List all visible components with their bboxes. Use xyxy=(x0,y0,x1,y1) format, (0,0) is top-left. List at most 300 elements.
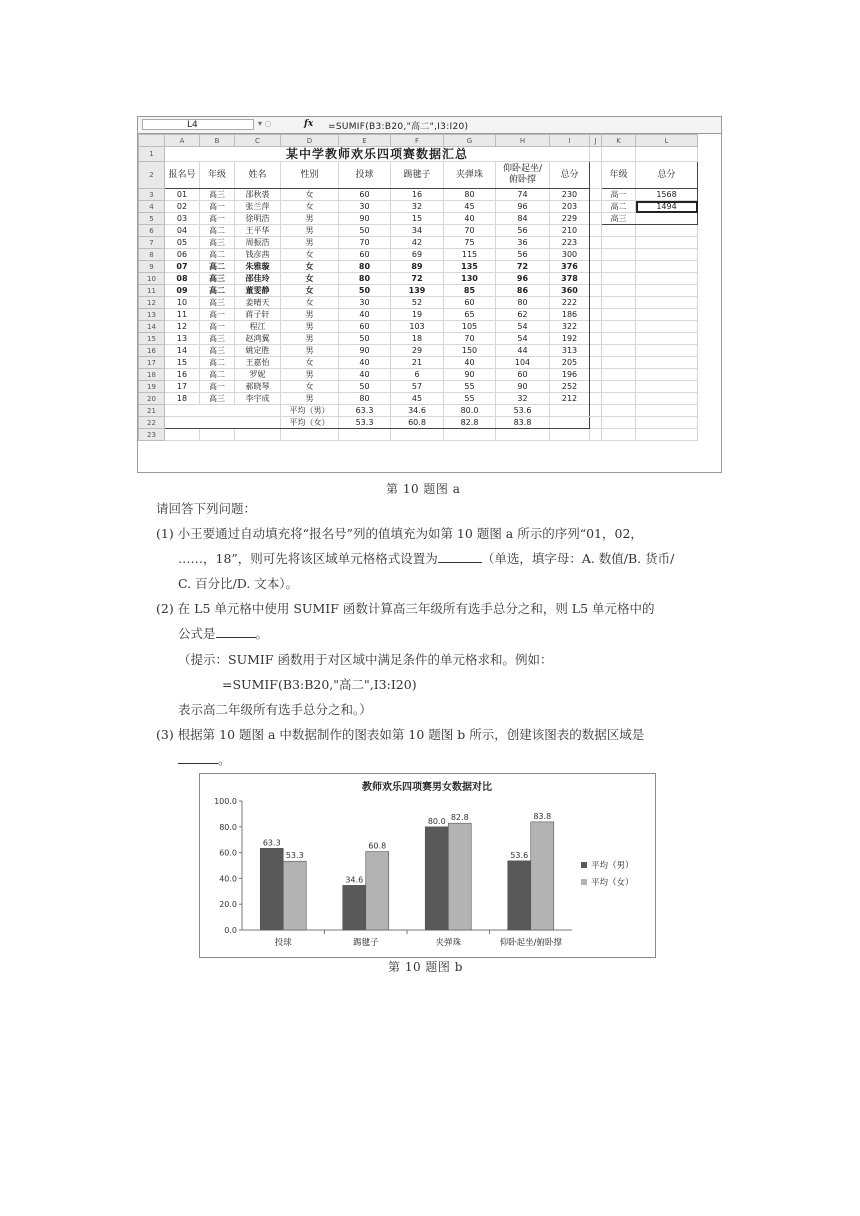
data-cell[interactable]: 09 xyxy=(165,285,200,297)
data-cell[interactable]: 07 xyxy=(165,261,200,273)
data-cell[interactable]: 女 xyxy=(281,357,339,369)
row-header[interactable]: 18 xyxy=(139,369,165,381)
data-cell[interactable]: 56 xyxy=(496,225,550,237)
data-cell[interactable]: 女 xyxy=(281,381,339,393)
data-cell[interactable]: 罗妮 xyxy=(235,369,281,381)
data-cell[interactable]: 210 xyxy=(550,225,590,237)
cell[interactable] xyxy=(550,405,590,417)
data-cell[interactable]: 男 xyxy=(281,237,339,249)
data-cell[interactable]: 19 xyxy=(391,309,444,321)
data-cell[interactable]: 55 xyxy=(444,393,496,405)
row-header[interactable]: 1 xyxy=(139,147,165,162)
data-cell[interactable]: 14 xyxy=(165,345,200,357)
data-cell[interactable]: 45 xyxy=(444,201,496,213)
data-cell[interactable]: 80 xyxy=(496,297,550,309)
data-cell[interactable]: 84 xyxy=(496,213,550,225)
cell[interactable] xyxy=(636,429,698,441)
fx-icon[interactable]: fx xyxy=(304,119,314,129)
data-cell[interactable]: 女 xyxy=(281,261,339,273)
cell[interactable] xyxy=(602,381,636,393)
data-cell[interactable]: 钱彦茜 xyxy=(235,249,281,261)
cell[interactable] xyxy=(590,261,602,273)
row-header[interactable]: 21 xyxy=(139,405,165,417)
data-cell[interactable]: 90 xyxy=(339,345,391,357)
column-header-l[interactable]: L xyxy=(636,135,698,147)
cell[interactable] xyxy=(235,429,281,441)
dropdown-arrow-icon[interactable]: ▾ ◌ xyxy=(258,119,272,128)
cell[interactable] xyxy=(602,249,636,261)
cell[interactable] xyxy=(590,309,602,321)
data-cell[interactable]: 高三 xyxy=(200,333,235,345)
data-cell[interactable]: 高二 xyxy=(200,225,235,237)
data-cell[interactable]: 高二 xyxy=(200,285,235,297)
data-cell[interactable]: 196 xyxy=(550,369,590,381)
data-cell[interactable]: 29 xyxy=(391,345,444,357)
cell[interactable] xyxy=(602,261,636,273)
cell[interactable] xyxy=(590,213,602,225)
average-value-cell[interactable]: 34.6 xyxy=(391,405,444,417)
data-cell[interactable]: 32 xyxy=(496,393,550,405)
data-cell[interactable]: 313 xyxy=(550,345,590,357)
average-value-cell[interactable]: 60.8 xyxy=(391,417,444,429)
data-cell[interactable]: 50 xyxy=(339,333,391,345)
cell[interactable] xyxy=(590,237,602,249)
row-header[interactable]: 15 xyxy=(139,333,165,345)
data-cell[interactable]: 蒋子轩 xyxy=(235,309,281,321)
data-cell[interactable]: 高一 xyxy=(200,201,235,213)
data-cell[interactable]: 52 xyxy=(391,297,444,309)
data-cell[interactable]: 女 xyxy=(281,285,339,297)
data-cell[interactable]: 姚定胜 xyxy=(235,345,281,357)
data-cell[interactable]: 72 xyxy=(391,273,444,285)
header-cell[interactable]: 总分 xyxy=(550,162,590,189)
data-cell[interactable]: 50 xyxy=(339,225,391,237)
cell[interactable] xyxy=(602,285,636,297)
data-cell[interactable]: 赵鸿翼 xyxy=(235,333,281,345)
cell[interactable] xyxy=(339,429,391,441)
average-value-cell[interactable]: 53.6 xyxy=(496,405,550,417)
cell[interactable] xyxy=(590,189,602,201)
cell[interactable] xyxy=(602,147,636,162)
row-header[interactable]: 2 xyxy=(139,162,165,189)
data-cell[interactable]: 高三 xyxy=(200,189,235,201)
data-cell[interactable]: 10 xyxy=(165,297,200,309)
cell[interactable] xyxy=(200,429,235,441)
data-cell[interactable]: 360 xyxy=(550,285,590,297)
data-cell[interactable]: 17 xyxy=(165,381,200,393)
data-cell[interactable]: 08 xyxy=(165,273,200,285)
data-cell[interactable]: 150 xyxy=(444,345,496,357)
data-cell[interactable]: 男 xyxy=(281,333,339,345)
selected-cell-l4[interactable]: 1494 xyxy=(636,201,698,213)
data-cell[interactable]: 邵秋裘 xyxy=(235,189,281,201)
row-header[interactable]: 20 xyxy=(139,393,165,405)
data-cell[interactable]: 男 xyxy=(281,345,339,357)
data-cell[interactable]: 高二 xyxy=(200,357,235,369)
side-grade-cell[interactable]: 高三 xyxy=(602,213,636,225)
cell[interactable] xyxy=(636,147,698,162)
cell[interactable] xyxy=(602,345,636,357)
data-cell[interactable]: 40 xyxy=(444,213,496,225)
row-header[interactable]: 8 xyxy=(139,249,165,261)
cell[interactable] xyxy=(444,429,496,441)
column-header-c[interactable]: C xyxy=(235,135,281,147)
column-header-j[interactable]: J xyxy=(590,135,602,147)
data-cell[interactable]: 34 xyxy=(391,225,444,237)
cell[interactable] xyxy=(602,273,636,285)
row-header[interactable]: 5 xyxy=(139,213,165,225)
data-cell[interactable]: 115 xyxy=(444,249,496,261)
cell[interactable] xyxy=(590,393,602,405)
cell[interactable] xyxy=(602,237,636,249)
data-cell[interactable]: 229 xyxy=(550,213,590,225)
cell[interactable] xyxy=(602,369,636,381)
data-cell[interactable]: 04 xyxy=(165,225,200,237)
row-header[interactable]: 12 xyxy=(139,297,165,309)
data-cell[interactable]: 30 xyxy=(339,201,391,213)
data-cell[interactable]: 230 xyxy=(550,189,590,201)
data-cell[interactable]: 55 xyxy=(444,381,496,393)
data-cell[interactable]: 36 xyxy=(496,237,550,249)
data-cell[interactable]: 周振浩 xyxy=(235,237,281,249)
data-cell[interactable]: 56 xyxy=(496,249,550,261)
select-all-corner[interactable] xyxy=(139,135,165,147)
side-header-grade[interactable]: 年级 xyxy=(602,162,636,189)
data-cell[interactable]: 高二 xyxy=(200,261,235,273)
data-cell[interactable]: 80 xyxy=(339,393,391,405)
data-cell[interactable]: 18 xyxy=(391,333,444,345)
data-cell[interactable]: 40 xyxy=(339,369,391,381)
cell[interactable] xyxy=(636,345,698,357)
data-cell[interactable]: 高一 xyxy=(200,381,235,393)
data-cell[interactable]: 男 xyxy=(281,225,339,237)
data-cell[interactable]: 徐明浩 xyxy=(235,213,281,225)
data-cell[interactable]: 80 xyxy=(339,273,391,285)
header-cell[interactable]: 仰卧起坐/俯卧撑 xyxy=(496,162,550,189)
side-total-cell[interactable]: 1568 xyxy=(636,189,698,201)
data-cell[interactable]: 高二 xyxy=(200,369,235,381)
cell[interactable] xyxy=(391,429,444,441)
data-cell[interactable]: 高一 xyxy=(200,321,235,333)
data-cell[interactable]: 02 xyxy=(165,201,200,213)
merged-blank-cell[interactable] xyxy=(165,417,281,429)
cell[interactable] xyxy=(496,429,550,441)
data-cell[interactable]: 32 xyxy=(391,201,444,213)
cell[interactable] xyxy=(636,225,698,237)
cell[interactable] xyxy=(590,321,602,333)
answer-blank-1[interactable] xyxy=(438,548,482,563)
data-cell[interactable]: 男 xyxy=(281,369,339,381)
data-cell[interactable]: 205 xyxy=(550,357,590,369)
data-cell[interactable]: 75 xyxy=(444,237,496,249)
average-value-cell[interactable]: 53.3 xyxy=(339,417,391,429)
cell[interactable] xyxy=(590,225,602,237)
cell[interactable] xyxy=(602,393,636,405)
data-cell[interactable]: 60 xyxy=(339,189,391,201)
row-header[interactable]: 17 xyxy=(139,357,165,369)
column-header-i[interactable]: I xyxy=(550,135,590,147)
row-header[interactable]: 19 xyxy=(139,381,165,393)
column-header-k[interactable]: K xyxy=(602,135,636,147)
data-cell[interactable]: 186 xyxy=(550,309,590,321)
data-cell[interactable]: 王嘉怡 xyxy=(235,357,281,369)
data-cell[interactable]: 72 xyxy=(496,261,550,273)
cell[interactable] xyxy=(590,369,602,381)
side-grade-cell[interactable]: 高一 xyxy=(602,189,636,201)
data-cell[interactable]: 40 xyxy=(444,357,496,369)
row-header[interactable]: 22 xyxy=(139,417,165,429)
data-cell[interactable]: 96 xyxy=(496,273,550,285)
data-cell[interactable]: 高二 xyxy=(200,249,235,261)
data-cell[interactable]: 103 xyxy=(391,321,444,333)
header-cell[interactable]: 性别 xyxy=(281,162,339,189)
data-cell[interactable]: 85 xyxy=(444,285,496,297)
data-cell[interactable]: 女 xyxy=(281,297,339,309)
data-cell[interactable]: 16 xyxy=(165,369,200,381)
row-header[interactable]: 23 xyxy=(139,429,165,441)
data-cell[interactable]: 女 xyxy=(281,273,339,285)
average-label-cell[interactable]: 平均（女） xyxy=(281,417,339,429)
cell[interactable] xyxy=(590,429,602,441)
data-cell[interactable]: 15 xyxy=(165,357,200,369)
data-cell[interactable]: 192 xyxy=(550,333,590,345)
data-cell[interactable]: 男 xyxy=(281,309,339,321)
data-cell[interactable]: 300 xyxy=(550,249,590,261)
data-cell[interactable]: 13 xyxy=(165,333,200,345)
data-cell[interactable]: 86 xyxy=(496,285,550,297)
row-header[interactable]: 6 xyxy=(139,225,165,237)
cell[interactable] xyxy=(590,249,602,261)
data-cell[interactable]: 89 xyxy=(391,261,444,273)
cell[interactable] xyxy=(636,285,698,297)
cell[interactable] xyxy=(636,405,698,417)
data-cell[interactable]: 高三 xyxy=(200,345,235,357)
cell[interactable] xyxy=(602,321,636,333)
data-cell[interactable]: 65 xyxy=(444,309,496,321)
data-cell[interactable]: 高三 xyxy=(200,273,235,285)
cell[interactable] xyxy=(636,417,698,429)
data-cell[interactable]: 11 xyxy=(165,309,200,321)
column-header-b[interactable]: B xyxy=(200,135,235,147)
average-value-cell[interactable]: 82.8 xyxy=(444,417,496,429)
cell[interactable] xyxy=(590,201,602,213)
data-cell[interactable]: 邵佳玲 xyxy=(235,273,281,285)
row-header[interactable]: 16 xyxy=(139,345,165,357)
cell[interactable] xyxy=(590,381,602,393)
cell[interactable] xyxy=(636,393,698,405)
data-cell[interactable]: 105 xyxy=(444,321,496,333)
data-cell[interactable]: 李宇成 xyxy=(235,393,281,405)
column-header-a[interactable]: A xyxy=(165,135,200,147)
column-header-h[interactable]: H xyxy=(496,135,550,147)
data-cell[interactable]: 16 xyxy=(391,189,444,201)
data-cell[interactable]: 54 xyxy=(496,321,550,333)
row-header[interactable]: 3 xyxy=(139,189,165,201)
data-cell[interactable]: 12 xyxy=(165,321,200,333)
data-cell[interactable]: 女 xyxy=(281,201,339,213)
data-cell[interactable]: 40 xyxy=(339,357,391,369)
row-header[interactable]: 9 xyxy=(139,261,165,273)
average-value-cell[interactable]: 63.3 xyxy=(339,405,391,417)
cell[interactable] xyxy=(590,357,602,369)
data-cell[interactable]: 212 xyxy=(550,393,590,405)
data-cell[interactable]: 90 xyxy=(339,213,391,225)
data-cell[interactable]: 高三 xyxy=(200,237,235,249)
cell[interactable] xyxy=(602,309,636,321)
sheet-title-cell[interactable]: 某中学教师欢乐四项赛数据汇总 xyxy=(165,147,590,162)
header-cell[interactable]: 夹弹珠 xyxy=(444,162,496,189)
average-value-cell[interactable]: 83.8 xyxy=(496,417,550,429)
column-header-e[interactable]: E xyxy=(339,135,391,147)
data-cell[interactable]: 05 xyxy=(165,237,200,249)
data-cell[interactable]: 程江 xyxy=(235,321,281,333)
data-cell[interactable]: 252 xyxy=(550,381,590,393)
data-cell[interactable]: 44 xyxy=(496,345,550,357)
data-cell[interactable]: 57 xyxy=(391,381,444,393)
cell[interactable] xyxy=(602,429,636,441)
data-cell[interactable]: 01 xyxy=(165,189,200,201)
cell[interactable] xyxy=(636,381,698,393)
data-cell[interactable]: 女 xyxy=(281,189,339,201)
cell[interactable] xyxy=(550,429,590,441)
data-cell[interactable]: 郝晓琴 xyxy=(235,381,281,393)
header-cell[interactable]: 踢毽子 xyxy=(391,162,444,189)
data-cell[interactable]: 张兰萍 xyxy=(235,201,281,213)
cell[interactable] xyxy=(636,237,698,249)
cell[interactable] xyxy=(590,333,602,345)
data-cell[interactable]: 男 xyxy=(281,393,339,405)
cell[interactable] xyxy=(550,417,590,429)
cell[interactable] xyxy=(636,297,698,309)
column-header-f[interactable]: F xyxy=(391,135,444,147)
data-cell[interactable]: 69 xyxy=(391,249,444,261)
average-label-cell[interactable]: 平均（男） xyxy=(281,405,339,417)
header-cell[interactable]: 姓名 xyxy=(235,162,281,189)
cell[interactable] xyxy=(281,429,339,441)
data-cell[interactable]: 30 xyxy=(339,297,391,309)
side-grade-cell[interactable]: 高二 xyxy=(602,201,636,213)
header-cell[interactable]: 投球 xyxy=(339,162,391,189)
row-header[interactable]: 10 xyxy=(139,273,165,285)
data-cell[interactable]: 03 xyxy=(165,213,200,225)
data-cell[interactable]: 322 xyxy=(550,321,590,333)
data-cell[interactable]: 70 xyxy=(444,225,496,237)
data-cell[interactable]: 90 xyxy=(444,369,496,381)
side-total-cell[interactable] xyxy=(636,213,698,225)
cell[interactable] xyxy=(590,345,602,357)
column-header-g[interactable]: G xyxy=(444,135,496,147)
data-cell[interactable]: 70 xyxy=(339,237,391,249)
cell[interactable] xyxy=(636,309,698,321)
row-header[interactable]: 7 xyxy=(139,237,165,249)
data-cell[interactable]: 40 xyxy=(339,309,391,321)
data-cell[interactable]: 60 xyxy=(339,321,391,333)
data-cell[interactable]: 男 xyxy=(281,213,339,225)
header-cell[interactable]: 年级 xyxy=(200,162,235,189)
cell[interactable] xyxy=(636,273,698,285)
cell[interactable] xyxy=(590,417,602,429)
data-cell[interactable]: 姜晴天 xyxy=(235,297,281,309)
data-cell[interactable]: 223 xyxy=(550,237,590,249)
data-cell[interactable]: 高三 xyxy=(200,297,235,309)
data-cell[interactable]: 06 xyxy=(165,249,200,261)
cell[interactable] xyxy=(636,261,698,273)
answer-blank-2[interactable] xyxy=(216,623,256,638)
row-header[interactable]: 14 xyxy=(139,321,165,333)
name-box[interactable]: L4 xyxy=(142,119,254,130)
data-cell[interactable]: 139 xyxy=(391,285,444,297)
data-cell[interactable]: 60 xyxy=(339,249,391,261)
cell[interactable] xyxy=(602,405,636,417)
data-cell[interactable]: 80 xyxy=(339,261,391,273)
data-cell[interactable]: 女 xyxy=(281,249,339,261)
data-cell[interactable]: 60 xyxy=(496,369,550,381)
column-header-d[interactable]: D xyxy=(281,135,339,147)
cell[interactable] xyxy=(636,249,698,261)
data-cell[interactable]: 42 xyxy=(391,237,444,249)
cell[interactable] xyxy=(590,297,602,309)
cell[interactable] xyxy=(590,273,602,285)
data-cell[interactable]: 70 xyxy=(444,333,496,345)
data-cell[interactable]: 21 xyxy=(391,357,444,369)
data-cell[interactable]: 222 xyxy=(550,297,590,309)
cell[interactable] xyxy=(636,369,698,381)
cell[interactable] xyxy=(602,357,636,369)
data-cell[interactable]: 15 xyxy=(391,213,444,225)
data-cell[interactable]: 45 xyxy=(391,393,444,405)
data-cell[interactable]: 90 xyxy=(496,381,550,393)
data-cell[interactable]: 董雯静 xyxy=(235,285,281,297)
cell[interactable] xyxy=(602,333,636,345)
formula-input[interactable]: =SUMIF(B3:B20,"高二",I3:I20) xyxy=(328,122,469,132)
data-cell[interactable]: 74 xyxy=(496,189,550,201)
data-cell[interactable]: 王平华 xyxy=(235,225,281,237)
cell[interactable] xyxy=(602,225,636,237)
cell[interactable] xyxy=(636,357,698,369)
data-cell[interactable]: 135 xyxy=(444,261,496,273)
row-header[interactable]: 11 xyxy=(139,285,165,297)
data-cell[interactable]: 18 xyxy=(165,393,200,405)
data-cell[interactable]: 朱雅璇 xyxy=(235,261,281,273)
header-cell[interactable]: 报名号 xyxy=(165,162,200,189)
data-cell[interactable]: 男 xyxy=(281,321,339,333)
data-cell[interactable]: 130 xyxy=(444,273,496,285)
cell[interactable] xyxy=(165,429,200,441)
answer-blank-3[interactable] xyxy=(178,749,218,764)
data-cell[interactable]: 104 xyxy=(496,357,550,369)
data-cell[interactable]: 高一 xyxy=(200,213,235,225)
data-cell[interactable]: 54 xyxy=(496,333,550,345)
merged-blank-cell[interactable] xyxy=(165,405,281,417)
cell[interactable] xyxy=(602,297,636,309)
cell[interactable] xyxy=(590,147,602,162)
side-header-total[interactable]: 总分 xyxy=(636,162,698,189)
data-cell[interactable]: 62 xyxy=(496,309,550,321)
data-cell[interactable]: 80 xyxy=(444,189,496,201)
cell[interactable] xyxy=(590,162,602,189)
data-cell[interactable]: 50 xyxy=(339,285,391,297)
average-value-cell[interactable]: 80.0 xyxy=(444,405,496,417)
cell[interactable] xyxy=(590,405,602,417)
cell[interactable] xyxy=(636,333,698,345)
row-header[interactable]: 13 xyxy=(139,309,165,321)
data-cell[interactable]: 203 xyxy=(550,201,590,213)
data-cell[interactable]: 376 xyxy=(550,261,590,273)
data-cell[interactable]: 高三 xyxy=(200,393,235,405)
cell[interactable] xyxy=(602,417,636,429)
row-header[interactable]: 4 xyxy=(139,201,165,213)
data-cell[interactable]: 96 xyxy=(496,201,550,213)
